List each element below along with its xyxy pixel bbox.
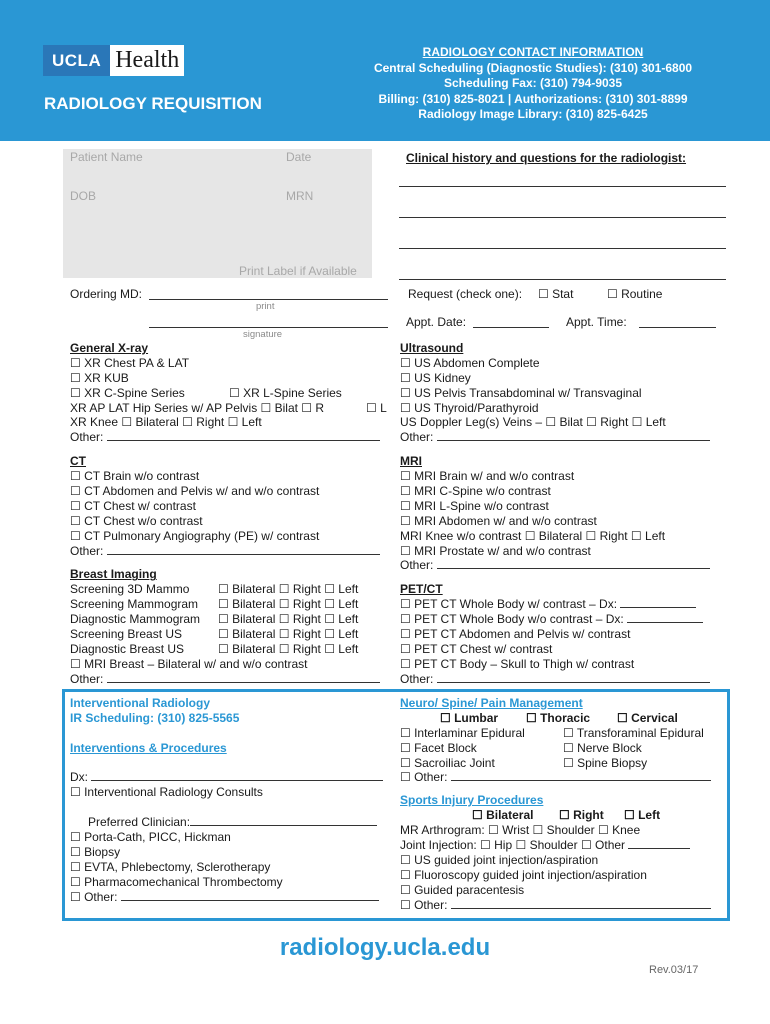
pet-dx-field[interactable]	[620, 597, 696, 608]
neuro-row	[400, 741, 722, 756]
breast-side-options[interactable]: ☐ Bilateral ☐ Right ☐ Left	[218, 627, 359, 642]
us-other-field[interactable]	[437, 430, 710, 441]
joint-injection-other-field[interactable]	[628, 838, 690, 849]
ct-option[interactable]: ☐ CT Brain w/o contrast	[70, 469, 200, 484]
neuro-other-row	[400, 770, 722, 785]
us-option[interactable]: ☐ US Pelvis Transabdominal w/ Transvaginal	[400, 385, 642, 400]
contact-line: Scheduling Fax: (310) 794-9035	[443, 76, 623, 91]
us-other-label: Other:	[400, 430, 434, 445]
contact-line: Central Scheduling (Diagnostic Studies): (310) 301-6800	[373, 60, 693, 75]
joint-injection-row	[400, 838, 722, 853]
patient-label-box[interactable]	[63, 149, 372, 278]
xray-kub-option[interactable]: ☐ XR KUB	[70, 370, 129, 385]
lumbar-checkbox[interactable]: ☐ Lumbar	[440, 710, 499, 725]
appt-date-label: Appt. Date:	[406, 315, 467, 329]
contact-line: Radiology Image Library: (310) 825-6425	[418, 107, 648, 122]
pet-option[interactable]: ☐ PET CT Body – Skull to Thigh w/ contrast	[400, 656, 635, 671]
ir-scheduling: IR Scheduling: (310) 825-5565	[70, 710, 240, 725]
xray-other-row	[70, 430, 390, 445]
sports-left-checkbox[interactable]: ☐ Left	[624, 808, 661, 823]
cervical-checkbox[interactable]: ☐ Cervical	[617, 710, 678, 725]
routine-checkbox[interactable]: ☐ Routine	[607, 287, 663, 301]
pet-other-field[interactable]	[437, 672, 710, 683]
ir-heading: Interventional Radiology	[70, 696, 211, 710]
patient-name-label: Patient Name	[70, 150, 143, 164]
pet-heading: PET/CT	[400, 582, 443, 597]
ir-procedures-heading: Interventions & Procedures	[70, 740, 227, 755]
clinical-history-line[interactable]	[399, 279, 726, 280]
breast-side-options[interactable]: ☐ Bilateral ☐ Right ☐ Left	[218, 582, 359, 597]
neuro-option[interactable]: ☐ Facet Block	[400, 740, 477, 755]
mri-option[interactable]: ☐ MRI Prostate w/ and w/o contrast	[400, 543, 591, 558]
ir-option[interactable]: ☐ EVTA, Phlebectomy, Sclerotherapy	[70, 859, 271, 874]
mri-option[interactable]: ☐ MRI C-Spine w/o contrast	[400, 484, 551, 499]
pet-option[interactable]: ☐ PET CT Chest w/ contrast	[400, 641, 553, 656]
stat-checkbox[interactable]: ☐ Stat	[538, 287, 574, 301]
breast-other-label: Other:	[70, 671, 104, 686]
ir-option[interactable]: ☐ Pharmacomechanical Thrombectomy	[70, 874, 283, 889]
breast-item-row	[70, 597, 390, 612]
ct-heading: CT	[70, 454, 86, 469]
sports-side-row	[400, 808, 722, 823]
breast-side-options[interactable]: ☐ Bilateral ☐ Right ☐ Left	[218, 641, 359, 656]
mri-option[interactable]: ☐ MRI Abdomen w/ and w/o contrast	[400, 513, 597, 528]
print-label-hint: Print Label if Available	[239, 264, 357, 278]
neuro-option[interactable]: ☐ Transforaminal Epidural	[563, 725, 704, 740]
dob-label: DOB	[70, 189, 97, 203]
us-other-row	[400, 430, 720, 445]
ct-option[interactable]: ☐ CT Pulmonary Angiography (PE) w/ contrast	[70, 528, 320, 543]
sports-other-field[interactable]	[451, 898, 711, 909]
ordering-md-label: Ordering MD:	[70, 287, 143, 301]
neuro-row	[400, 756, 722, 771]
neuro-other-field[interactable]	[451, 770, 711, 781]
breast-item-label: Screening 3D Mammo	[70, 582, 190, 597]
mri-option[interactable]: ☐ MRI L-Spine w/o contrast	[400, 498, 549, 513]
xray-spine-row	[70, 386, 390, 401]
ir-consults-option[interactable]: ☐ Interventional Radiology Consults	[70, 785, 263, 800]
us-option[interactable]: ☐ US Kidney	[400, 370, 471, 385]
logo-health-text: Health	[110, 45, 184, 76]
arthrogram-option[interactable]: MR Arthrogram: ☐ Wrist ☐ Shoulder ☐ Knee	[400, 823, 641, 838]
ir-section	[70, 696, 390, 904]
breast-side-options[interactable]: ☐ Bilateral ☐ Right ☐ Left	[218, 597, 359, 612]
breast-item-label: Screening Mammogram	[70, 597, 199, 612]
ct-other-label: Other:	[70, 543, 104, 558]
clinical-history-line[interactable]	[399, 217, 726, 218]
contact-title: RADIOLOGY CONTACT INFORMATION	[422, 45, 644, 59]
ir-clinician-label: Preferred Clinician:	[88, 815, 191, 830]
appt-time-field[interactable]	[639, 327, 716, 328]
ir-other-label[interactable]: ☐ Other:	[70, 889, 118, 904]
neuro-option[interactable]: ☐ Interlaminar Epidural	[400, 725, 525, 740]
xray-cspine-option[interactable]: ☐ XR C-Spine Series	[70, 385, 185, 400]
ct-option[interactable]: ☐ CT Abdomen and Pelvis w/ and w/o contrast	[70, 484, 320, 499]
thoracic-checkbox[interactable]: ☐ Thoracic	[526, 710, 591, 725]
breast-side-options[interactable]: ☐ Bilateral ☐ Right ☐ Left	[218, 612, 359, 627]
ct-other-row	[70, 544, 390, 559]
contact-info	[355, 45, 711, 123]
ir-clinician-field[interactable]	[190, 815, 377, 826]
pet-dx-field[interactable]	[627, 612, 703, 623]
breast-other-row	[70, 672, 390, 687]
ir-option[interactable]: ☐ Porta-Cath, PICC, Hickman	[70, 830, 231, 845]
pet-option[interactable]: ☐ PET CT Abdomen and Pelvis w/ contrast	[400, 627, 631, 642]
clinical-history-line[interactable]	[399, 248, 726, 249]
pet-row	[400, 612, 720, 627]
us-doppler-option[interactable]: US Doppler Leg(s) Veins – ☐ Bilat ☐ Right ☐ Left	[400, 415, 666, 430]
date-label: Date	[286, 150, 312, 164]
appt-time-label: Appt. Time:	[566, 315, 627, 329]
ir-clinician-row	[70, 815, 390, 830]
clinical-history-line[interactable]	[399, 186, 726, 187]
ordering-md-signature-field[interactable]	[149, 327, 388, 328]
sports-bilateral-checkbox[interactable]: ☐ Bilateral	[472, 808, 534, 823]
pet-option[interactable]: ☐ PET CT Whole Body w/ contrast – Dx:	[400, 597, 618, 612]
sports-right-checkbox[interactable]: ☐ Right	[559, 808, 604, 823]
ct-other-field[interactable]	[107, 544, 380, 555]
right-order-column	[400, 341, 720, 687]
pet-other-row	[400, 672, 720, 687]
breast-item-label: Diagnostic Mammogram	[70, 612, 201, 627]
mrn-label: MRN	[286, 189, 314, 203]
us-option[interactable]: ☐ US Thyroid/Parathyroid	[400, 400, 539, 415]
breast-item-row	[70, 582, 390, 597]
clinical-history-heading: Clinical history and questions for the radiologist:	[406, 151, 687, 165]
header-banner	[0, 0, 770, 141]
breast-item-row	[70, 627, 390, 642]
joint-injection-option[interactable]: Joint Injection: ☐ Hip ☐ Shoulder ☐ Other	[400, 838, 626, 853]
xray-hip-left-option[interactable]: ☐ L	[366, 400, 387, 415]
breast-item-label: Screening Breast US	[70, 627, 183, 642]
xray-knee-option[interactable]: XR Knee ☐ Bilateral ☐ Right ☐ Left	[70, 415, 262, 430]
ct-option[interactable]: ☐ CT Chest w/o contrast	[70, 513, 203, 528]
us-option[interactable]: ☐ US Abdomen Complete	[400, 355, 540, 370]
sports-option[interactable]: ☐ Guided paracentesis	[400, 882, 525, 897]
spine-level-row	[400, 711, 722, 726]
mri-knee-option[interactable]: MRI Knee w/o contrast ☐ Bilateral ☐ Right ☐ Left	[400, 528, 666, 543]
xray-hip-row	[70, 401, 390, 416]
ir-dx-row	[70, 770, 390, 785]
xray-hip-option[interactable]: XR AP LAT Hip Series w/ AP Pelvis ☐ Bilat ☐ R	[70, 400, 325, 415]
neuro-row	[400, 726, 722, 741]
pet-row	[400, 597, 720, 612]
mri-option[interactable]: ☐ MRI Brain w/ and w/o contrast	[400, 469, 575, 484]
neuro-other-label[interactable]: ☐ Other:	[400, 770, 448, 785]
radiology-website-link[interactable]: radiology.ucla.edu	[279, 934, 491, 961]
neuro-option[interactable]: ☐ Nerve Block	[563, 740, 642, 755]
neuro-option[interactable]: ☐ Sacroiliac Joint	[400, 755, 495, 770]
breast-item-label: Diagnostic Breast US	[70, 641, 185, 656]
revision-label: Rev.03/17	[649, 964, 699, 976]
xray-lspine-option[interactable]: ☐ XR L-Spine Series	[229, 385, 342, 400]
ir-option[interactable]: ☐ Biopsy	[70, 844, 121, 859]
logo-ucla-text: UCLA	[43, 45, 110, 76]
sports-heading: Sports Injury Procedures	[400, 793, 544, 808]
xray-chest-option[interactable]: ☐ XR Chest PA & LAT	[70, 355, 190, 370]
sports-other-row	[400, 898, 722, 913]
sports-option[interactable]: ☐ Fluoroscopy guided joint injection/aspiration	[400, 867, 647, 882]
breast-item-row	[70, 612, 390, 627]
ordering-md-print-field[interactable]	[149, 299, 388, 300]
pet-other-label: Other:	[400, 671, 434, 686]
xray-other-field[interactable]	[107, 430, 380, 441]
ucla-health-logo	[43, 45, 184, 76]
ir-dx-field[interactable]	[91, 770, 383, 781]
breast-item-row	[70, 642, 390, 657]
xray-heading: General X-ray	[70, 341, 149, 355]
contact-line: Billing: (310) 825-8021 | Authorizations: (310) 301-8899	[378, 91, 688, 106]
left-order-column	[70, 341, 390, 687]
appt-date-field[interactable]	[473, 327, 549, 328]
ir-other-row	[70, 890, 390, 905]
mri-breast-option[interactable]: ☐ MRI Breast – Bilateral w/ and w/o contrast	[70, 656, 308, 671]
ct-option[interactable]: ☐ CT Chest w/ contrast	[70, 498, 196, 513]
xray-other-label: Other:	[70, 430, 104, 445]
mri-other-row	[400, 558, 720, 573]
ir-dx-label: Dx:	[70, 770, 88, 785]
sports-other-label[interactable]: ☐ Other:	[400, 897, 448, 912]
sports-option[interactable]: ☐ US guided joint injection/aspiration	[400, 852, 599, 867]
neuro-heading: Neuro/ Spine/ Pain Management	[400, 696, 583, 710]
mri-other-field[interactable]	[437, 558, 710, 569]
ir-other-field[interactable]	[121, 890, 379, 901]
pet-option[interactable]: ☐ PET CT Whole Body w/o contrast – Dx:	[400, 612, 624, 627]
print-caption: print	[256, 301, 275, 312]
neuro-sports-section	[400, 696, 722, 912]
us-heading: Ultrasound	[400, 341, 464, 355]
neuro-option[interactable]: ☐ Spine Biopsy	[563, 755, 648, 770]
mri-other-label: Other:	[400, 558, 434, 573]
mri-heading: MRI	[400, 454, 422, 469]
signature-caption: signature	[243, 329, 283, 340]
breast-heading: Breast Imaging	[70, 567, 157, 582]
breast-other-field[interactable]	[107, 672, 380, 683]
form-title: RADIOLOGY REQUISITION	[44, 94, 262, 113]
request-label: Request (check one):	[408, 287, 523, 301]
